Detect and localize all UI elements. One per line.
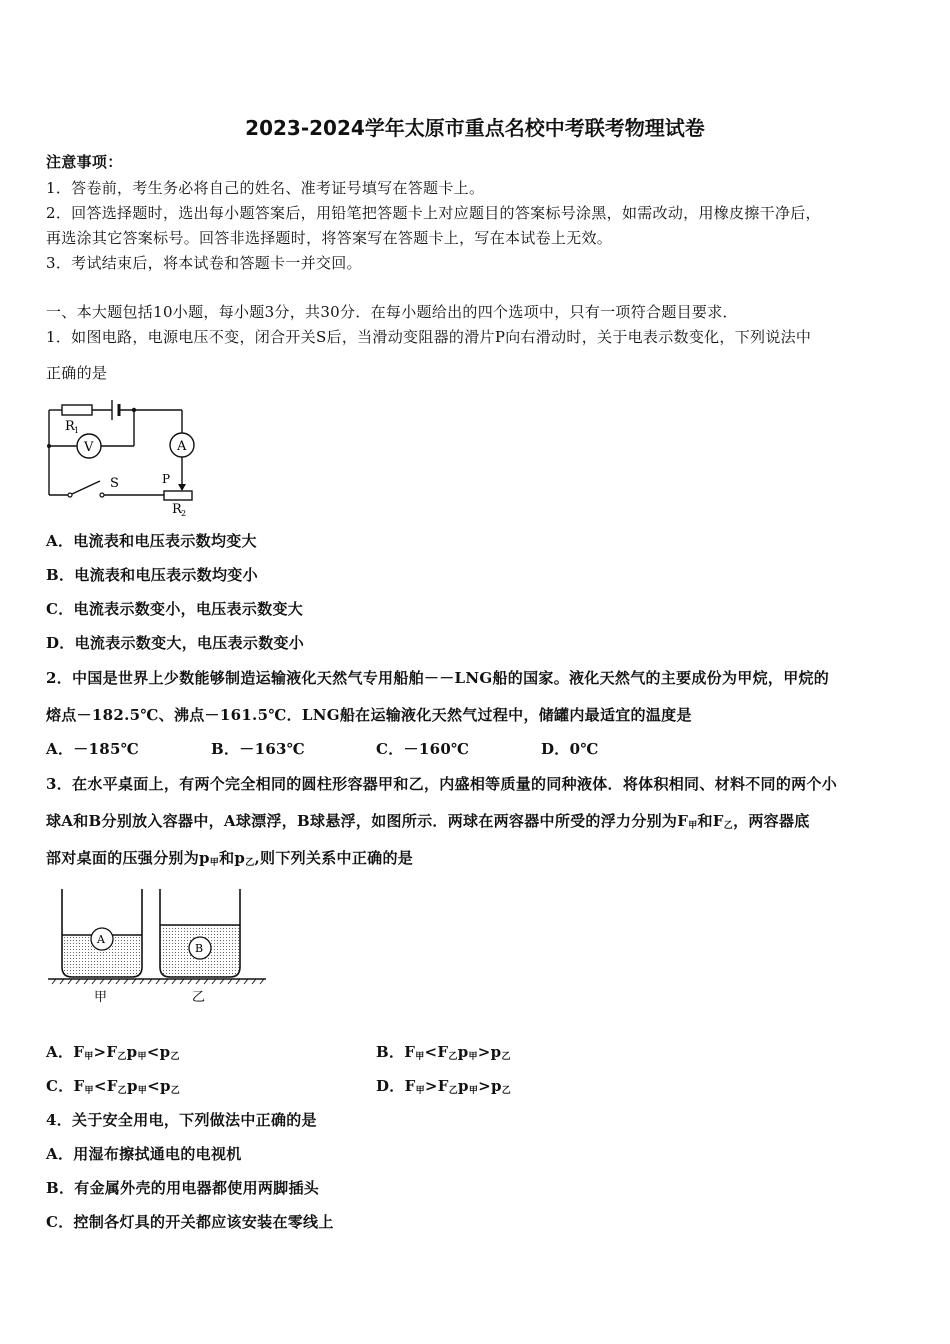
q1-label-r1-sub: 1 [74, 426, 80, 435]
q2-option-d: D．0℃ [541, 740, 599, 758]
q4-option-a: A．用湿布擦拭通电的电视机 [46, 1145, 242, 1163]
q1-ammeter-label: A [177, 439, 187, 454]
q3-stem-line3: 部对桌面的压强分别为$p_甲$和$p_乙$,则下列关系中正确的是 [46, 849, 414, 868]
q1-option-b: B．电流表和电压表示数均变小 [46, 566, 258, 584]
q2-stem-line2: 熔点－182.5℃、沸点－161.5℃．LNG船在运输液化天然气过程中，储罐内最适宜的温度是 [46, 706, 692, 724]
q1-voltmeter-label: V [84, 440, 94, 455]
q1-stem-line1: 1．如图电路，电源电压不变，闭合开关S后，当滑动变阻器的滑片P向右滑动时，关于电表示数变化，下列说法中 [46, 328, 812, 346]
page-title: 2023-2024学年太原市重点名校中考联考物理试卷 [245, 116, 705, 140]
q3-option-b: B．$F_甲<F_乙p_甲>p_乙$ [376, 1043, 511, 1062]
notice-item-2: 2．回答选择题时，选出每小题答案后，用铅笔把答题卡上对应题目的答案标号涂黑，如需改动，用橡皮擦干净后， [46, 204, 821, 222]
q1-label-r2: R [172, 502, 182, 517]
notice-heading: 注意事项： [46, 153, 123, 171]
q3-ball-a-label: A [97, 933, 105, 946]
q2-option-b: B．－163℃ [211, 740, 306, 758]
q3-option-d: D．$F_甲>F_乙p_甲>p_乙$ [376, 1077, 512, 1096]
q3-container-yi-label: 乙 [192, 990, 206, 1005]
notice-item-1: 1．答卷前，考生务必将自己的姓名、准考证号填写在答题卡上。 [46, 179, 485, 197]
q1-label-p: P [162, 472, 171, 486]
q2-option-c: C．－160℃ [376, 740, 470, 758]
q1-option-a: A．电流表和电压表示数均变大 [46, 532, 257, 550]
q3-option-c: C．$F_甲<F_乙p_甲<p_乙$ [46, 1077, 181, 1096]
q2-option-a: A．－185℃ [46, 740, 140, 758]
q3-containers-diagram [48, 885, 270, 1007]
q3-stem-line1: 3．在水平桌面上，有两个完全相同的圆柱形容器甲和乙，内盛相等质量的同种液体．将体积相同、材料不同的两个小 [46, 775, 838, 793]
q1-label-s: S [110, 476, 119, 491]
q1-label-r2-sub: 2 [181, 509, 187, 518]
q3-stem-line2: 球A和B分别放入容器中，A球漂浮，B球悬浮，如图所示．两球在两容器中所受的浮力分别为$F_甲$和$F_乙$，两容器底 [46, 812, 810, 831]
q3-option-a: A．$F_甲>F_乙p_甲<p_乙$ [46, 1043, 180, 1062]
q4-option-b: B．有金属外壳的用电器都使用两脚插头 [46, 1179, 320, 1197]
notice-item-3: 3．考试结束后，将本试卷和答题卡一并交回。 [46, 254, 362, 272]
section-1-heading: 一、本大题包括10小题，每小题3分，共30分．在每小题给出的四个选项中，只有一项符合题目要求． [46, 303, 738, 321]
q1-option-c: C．电流表示数变小，电压表示数变大 [46, 600, 304, 618]
q2-stem-line1: 2．中国是世界上少数能够制造运输液化天然气专用船舶－－LNG船的国家。液化天然气的主要成份为甲烷，甲烷的 [46, 669, 830, 687]
q1-option-d: D．电流表示数变大，电压表示数变小 [46, 634, 305, 652]
notice-item-2-cont: 再选涂其它答案标号。回答非选择题时，将答案写在答题卡上，写在本试卷上无效。 [46, 229, 613, 247]
q1-stem-line2: 正确的是 [46, 364, 108, 382]
q1-label-r1: R [65, 419, 75, 434]
q4-stem: 4．关于安全用电，下列做法中正确的是 [46, 1111, 317, 1129]
q4-option-c: C．控制各灯具的开关都应该安装在零线上 [46, 1213, 334, 1231]
q3-container-jia-label: 甲 [94, 990, 108, 1005]
q3-ball-b-label: B [195, 942, 204, 955]
q1-circuit-diagram [44, 395, 204, 520]
